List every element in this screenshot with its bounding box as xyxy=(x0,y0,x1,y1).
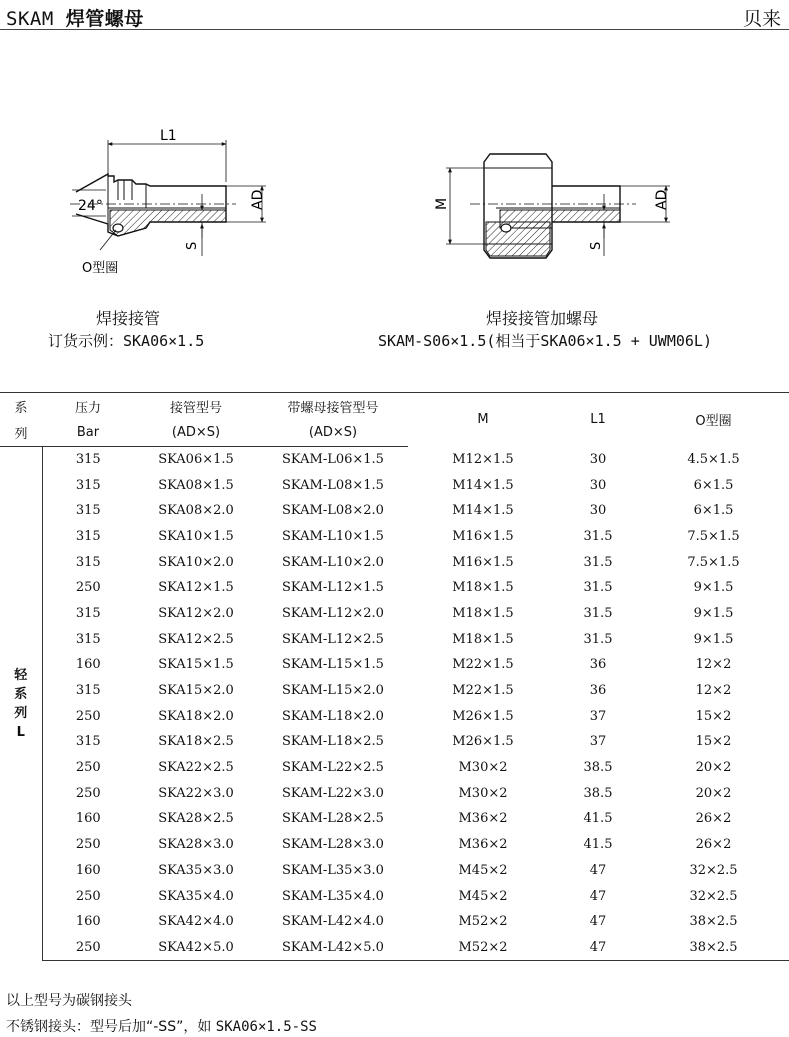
cell-oring: 26×2 xyxy=(695,811,732,827)
note-stainless-example: SKA06×1.5-SS xyxy=(215,1019,317,1035)
left-caption-title: 焊接接管 xyxy=(96,309,161,328)
cell-oring: 4.5×1.5 xyxy=(687,451,740,467)
left-order-example: 订货示例：SKA06×1.5 xyxy=(48,332,205,350)
cell-nut-model: SKAM-L12×2.0 xyxy=(282,605,384,621)
table-row xyxy=(0,935,789,961)
series-label: 轻系列L xyxy=(14,667,28,740)
cell-pressure: 315 xyxy=(75,477,101,493)
cell-nut-model: SKAM-L15×1.5 xyxy=(282,657,384,673)
series-label-cell xyxy=(0,447,42,961)
cell-pressure: 315 xyxy=(75,631,101,647)
cell-m: M14×1.5 xyxy=(452,477,514,493)
dim-s-label-right: S xyxy=(589,241,604,250)
table-row xyxy=(0,780,789,806)
cell-nipple-model: SKA28×3.0 xyxy=(158,837,234,853)
cell-oring: 15×2 xyxy=(695,734,732,750)
table-header-row-1 xyxy=(0,393,789,420)
cell-nipple-model: SKA12×2.0 xyxy=(158,605,234,621)
cell-oring: 38×2.5 xyxy=(689,914,738,930)
cell-oring: 9×1.5 xyxy=(693,605,734,621)
cell-l1: 47 xyxy=(589,914,607,930)
brand-name: 贝来 xyxy=(742,8,781,30)
cell-l1: 36 xyxy=(589,683,607,699)
cell-oring: 12×2 xyxy=(695,657,732,673)
dim-ad-label-right: AD xyxy=(654,189,670,210)
cell-oring: 6×1.5 xyxy=(693,503,734,519)
cell-pressure: 250 xyxy=(42,935,134,961)
note-stainless-prefix: 不锈钢接头：型号后加“-SS”，如 xyxy=(6,1019,212,1035)
table-row xyxy=(0,703,789,729)
note-carbon-steel: 以上型号为碳钢接头 xyxy=(6,993,132,1009)
cell-l1: 47 xyxy=(589,888,607,904)
cell-m: M18×1.5 xyxy=(452,605,514,621)
cell-m: M36×2 xyxy=(458,837,508,853)
right-caption-title: 焊接接管加螺母 xyxy=(486,309,599,328)
cell-oring: 26×2 xyxy=(695,837,732,853)
cell-m: M18×1.5 xyxy=(452,631,514,647)
cell-nipple-model: SKA12×2.5 xyxy=(158,631,234,647)
table-body xyxy=(0,447,789,961)
cell-pressure: 315 xyxy=(75,605,101,621)
cell-m: M52×2 xyxy=(408,935,558,961)
table-row xyxy=(0,678,789,704)
cell-pressure: 250 xyxy=(75,580,101,596)
dim-m-label: M xyxy=(434,197,450,210)
cell-l1: 30 xyxy=(589,451,607,467)
cell-nipple-model: SKA35×3.0 xyxy=(158,862,234,878)
cell-pressure: 250 xyxy=(75,888,101,904)
header-m: M xyxy=(408,393,558,447)
cell-l1: 31.5 xyxy=(583,580,613,596)
cell-nut-model: SKAM-L42×4.0 xyxy=(282,914,384,930)
cell-oring: 7.5×1.5 xyxy=(687,554,740,570)
cell-l1: 38.5 xyxy=(583,785,613,801)
header-series-1: 系 xyxy=(0,393,42,420)
cell-nipple-model: SKA22×3.0 xyxy=(158,785,234,801)
cell-pressure: 315 xyxy=(75,452,101,468)
note-stainless xyxy=(6,1016,317,1036)
cell-nut-model: SKAM-L18×2.5 xyxy=(282,734,384,750)
cell-oring: 38×2.5 xyxy=(638,935,789,961)
cell-nipple-model: SKA22×2.5 xyxy=(158,760,234,776)
angle-label: 24° xyxy=(78,198,103,214)
cell-m: M18×1.5 xyxy=(452,580,514,596)
table-row xyxy=(0,472,789,498)
weld-nipple-with-nut-drawing xyxy=(446,154,670,258)
table-row xyxy=(0,755,789,781)
cell-nut-model: SKAM-L28×3.0 xyxy=(282,837,384,853)
cell-oring: 32×2.5 xyxy=(689,862,738,878)
cell-nipple-model: SKA28×2.5 xyxy=(158,811,234,827)
table-row xyxy=(0,549,789,575)
header-nut-model-1: 带螺母接管型号 xyxy=(258,393,408,420)
table-row xyxy=(0,524,789,550)
cell-pressure: 315 xyxy=(75,503,101,519)
cell-m: M16×1.5 xyxy=(452,528,514,544)
dim-l1-label: L1 xyxy=(160,128,177,144)
cell-pressure: 250 xyxy=(75,837,101,853)
cell-nipple-model: SKA08×2.0 xyxy=(158,503,234,519)
cell-pressure: 160 xyxy=(75,811,101,827)
cell-nipple-model: SKA08×1.5 xyxy=(158,477,234,493)
cell-pressure: 315 xyxy=(75,528,101,544)
cell-l1: 31.5 xyxy=(583,528,613,544)
cell-m: M16×1.5 xyxy=(452,554,514,570)
cell-nipple-model: SKA18×2.0 xyxy=(158,708,234,724)
table-row xyxy=(0,729,789,755)
header-pressure-2: Bar xyxy=(42,420,134,447)
cell-m: M26×1.5 xyxy=(452,708,514,724)
page-header xyxy=(0,0,789,30)
oring-label: O型圈 xyxy=(82,261,119,276)
header-nipple-model-2: (AD×S) xyxy=(134,420,258,447)
cell-m: M30×2 xyxy=(458,785,508,801)
cell-pressure: 250 xyxy=(75,785,101,801)
table-row xyxy=(0,806,789,832)
table-row xyxy=(0,626,789,652)
table-row xyxy=(0,883,789,909)
cell-nut-model: SKAM-L12×2.5 xyxy=(282,631,384,647)
cell-m: M14×1.5 xyxy=(452,503,514,519)
cell-pressure: 315 xyxy=(75,554,101,570)
cell-oring: 20×2 xyxy=(695,760,732,776)
dim-ad-label-left: AD xyxy=(250,189,266,210)
cell-pressure: 315 xyxy=(75,683,101,699)
cell-m: M30×2 xyxy=(458,760,508,776)
cell-m: M22×1.5 xyxy=(452,683,514,699)
table-row xyxy=(0,832,789,858)
table-row xyxy=(0,601,789,627)
cell-oring: 12×2 xyxy=(695,683,732,699)
header-nipple-model-1: 接管型号 xyxy=(134,393,258,420)
right-order-example: SKAM-S06×1.5(相当于SKA06×1.5 + UWM06L) xyxy=(378,332,712,350)
header-oring: O型圈 xyxy=(638,393,789,447)
cell-l1: 30 xyxy=(589,477,607,493)
cell-nut-model: SKAM-L28×2.5 xyxy=(282,811,384,827)
title-code: SKAM xyxy=(6,8,54,30)
cell-l1: 37 xyxy=(589,708,607,724)
table-row xyxy=(0,858,789,884)
header-l1: L1 xyxy=(558,393,638,447)
cell-oring: 6×1.5 xyxy=(693,477,734,493)
table-row xyxy=(0,909,789,935)
cell-nipple-model: SKA42×5.0 xyxy=(134,935,258,961)
cell-nut-model: SKAM-L22×3.0 xyxy=(282,785,384,801)
cell-pressure: 160 xyxy=(75,657,101,673)
table-row xyxy=(0,652,789,678)
cell-l1: 31.5 xyxy=(583,554,613,570)
technical-drawings xyxy=(0,110,789,290)
cell-m: M36×2 xyxy=(458,811,508,827)
cell-pressure: 160 xyxy=(75,862,101,878)
cell-oring: 32×2.5 xyxy=(689,888,738,904)
cell-nut-model: SKAM-L08×1.5 xyxy=(282,477,384,493)
cell-m: M52×2 xyxy=(458,914,508,930)
header-pressure-1: 压力 xyxy=(42,393,134,420)
table-row xyxy=(0,447,789,473)
cell-l1: 31.5 xyxy=(583,631,613,647)
cell-nut-model: SKAM-L35×4.0 xyxy=(282,888,384,904)
cell-nipple-model: SKA42×4.0 xyxy=(158,914,234,930)
cell-oring: 9×1.5 xyxy=(693,580,734,596)
cell-m: M22×1.5 xyxy=(452,657,514,673)
cell-l1: 36 xyxy=(589,657,607,673)
cell-nipple-model: SKA35×4.0 xyxy=(158,888,234,904)
cell-nut-model: SKAM-L12×1.5 xyxy=(282,580,384,596)
table-row xyxy=(0,498,789,524)
cell-oring: 7.5×1.5 xyxy=(687,528,740,544)
cell-nut-model: SKAM-L10×2.0 xyxy=(282,554,384,570)
cell-nut-model: SKAM-L06×1.5 xyxy=(282,452,384,468)
cell-l1: 41.5 xyxy=(583,837,613,853)
cell-l1: 37 xyxy=(589,734,607,750)
cell-oring: 15×2 xyxy=(695,708,732,724)
cell-m: M45×2 xyxy=(458,888,508,904)
page-title xyxy=(6,4,144,31)
cell-l1: 41.5 xyxy=(583,811,613,827)
cell-m: M26×1.5 xyxy=(452,734,514,750)
cell-nipple-model: SKA06×1.5 xyxy=(158,452,234,468)
cell-l1: 38.5 xyxy=(583,760,613,776)
cell-nut-model: SKAM-L18×2.0 xyxy=(282,708,384,724)
cell-pressure: 315 xyxy=(75,734,101,750)
cell-nipple-model: SKA15×1.5 xyxy=(158,657,234,673)
cell-m: M12×1.5 xyxy=(452,451,514,467)
cell-m: M45×2 xyxy=(458,862,508,878)
cell-nut-model: SKAM-L22×2.5 xyxy=(282,760,384,776)
cell-l1: 47 xyxy=(589,862,607,878)
table-row xyxy=(0,575,789,601)
cell-pressure: 250 xyxy=(75,760,101,776)
cell-nut-model: SKAM-L35×3.0 xyxy=(282,862,384,878)
cell-nut-model: SKAM-L42×5.0 xyxy=(258,935,408,961)
dim-s-label-left: S xyxy=(185,241,200,250)
cell-nut-model: SKAM-L15×2.0 xyxy=(282,683,384,699)
cell-pressure: 250 xyxy=(75,708,101,724)
cell-nipple-model: SKA10×2.0 xyxy=(158,554,234,570)
cell-l1: 30 xyxy=(589,503,607,519)
cell-l1: 31.5 xyxy=(583,605,613,621)
header-series-2: 列 xyxy=(0,420,42,447)
cell-oring: 9×1.5 xyxy=(693,631,734,647)
cell-nipple-model: SKA10×1.5 xyxy=(158,528,234,544)
title-name: 焊管螺母 xyxy=(65,8,144,30)
cell-nut-model: SKAM-L10×1.5 xyxy=(282,528,384,544)
header-nut-model-2: (AD×S) xyxy=(258,420,408,447)
cell-nipple-model: SKA15×2.0 xyxy=(158,683,234,699)
cell-pressure: 160 xyxy=(75,914,101,930)
cell-nut-model: SKAM-L08×2.0 xyxy=(282,503,384,519)
cell-oring: 20×2 xyxy=(695,785,732,801)
cell-nipple-model: SKA18×2.5 xyxy=(158,734,234,750)
cell-l1: 47 xyxy=(558,935,638,961)
spec-table xyxy=(0,392,789,961)
cell-nipple-model: SKA12×1.5 xyxy=(158,580,234,596)
